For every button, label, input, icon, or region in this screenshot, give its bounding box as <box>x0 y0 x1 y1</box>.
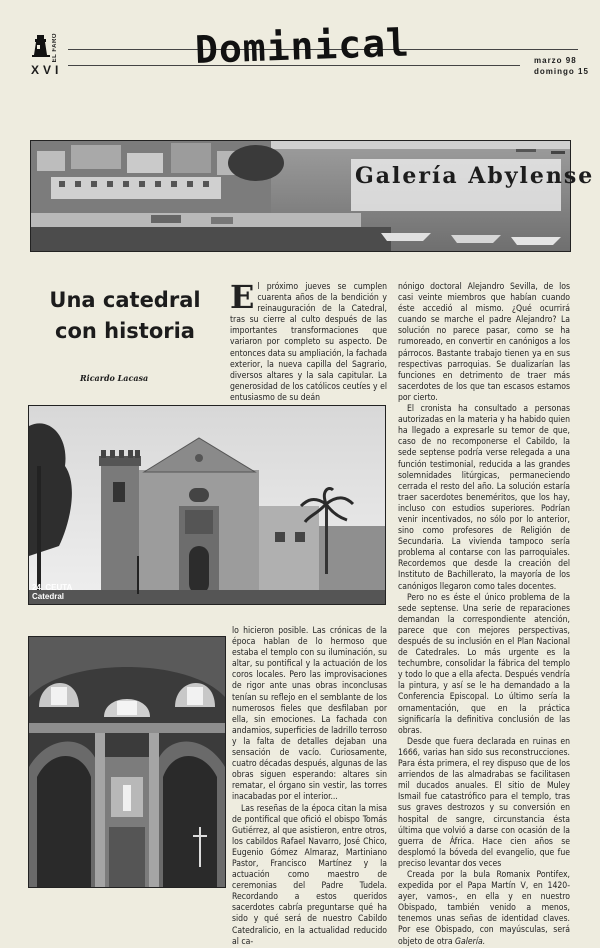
column-3-paragraph-2: Las reseñas de la época citan la misa de pontifical que ofició el obispo Tomás Gutiérrez, al que asistieron, entre otros, los cabildos Rafael Navarro, José Chico, Eugenio Gómez Almaraz, Martiniano Pastor, Francisco Martínez y la actuación como maestro de ceremonias del Padre Tudela. Recordando a estos queridos sacerdotes cabría preguntarse qué ha sido y qué será de nuestro Cabildo Catedralicio, en la actualidad reducido al ca- <box>232 803 387 947</box>
issue-weekday: domingo 15 <box>534 67 589 76</box>
lighthouse-logo-icon <box>31 33 51 57</box>
column-2-paragraph-3: Pero no es éste el único problema de la sede septense. Una serie de reparaciones demandan la correspondiente atención, parece que con mejores perspectivas, después de su inclusión en el Plan Nacional de Catedrales. Lo más urgente es la techumbre, consolidar la fábrica del templo y todo lo que a ella afecta. Después vendría la pintura, y así se le ha demandado a la Conferencia Episcopal. Lo último sería la ornamentación, que en la práctica significaría la definitiva conclusión de las obras. <box>398 592 570 736</box>
article-headline <box>30 285 220 347</box>
article-column-2 <box>398 282 570 948</box>
headline-line-2: con historia <box>55 319 195 343</box>
column-3-paragraph-1: lo hicieron posible. Las crónicas de la época hablan de lo hermoso que estaba el templo con su iluminación, su altar, su pontifical y la actuación de los coros locales. Pero las improvisaciones de rigor ante unas obras inconclusas tenían su reflejo en el semblante de los numerosos fieles que desfilaban por ella, sin emociones. La fachada con andamios, superficies de ladrillo terroso y la falta de detalles dejaban una sensación de vacío. Curiosamente, cuatro décadas después, algunas de las obras siguen esperando: altares sin rematar, el órgano sin vestir, las torres inacabadas por el interior... <box>232 626 387 803</box>
logo-text: EL FARO <box>52 33 58 63</box>
headline-line-1: Una catedral <box>49 288 201 312</box>
column-2-paragraph-2: El cronista ha consultado a personas autorizadas en la materia y ha habido quien ha llegado a expresarle su temor de que, caso de no recomponerse el Cabildo, la sede septense podría verse relegada a una función testimonial, reducida a las grandes solemnidades litúrgicas, permaneciendo cerrada el resto del año. La solución estaría traer sacerdotes beneméritos, que los hay, incluso con estudios superiores. Podrían venir incentivados, no sólo por lo anterior, sino como profesores de Religión de Secundaria. La vivienda tampoco sería problema al contarse con las parroquiales. Recordemos que desde la creación del Instituto de Bachillerato, la mayoría de los canónigos llegaron como tales docentes. <box>398 404 570 592</box>
column-1-paragraph-1: El próximo jueves se cumplen cuarenta años de la bendición y reinauguración de la Catedral, tras su cierre al culto después de las importantes transformaciones que variaron por completo su aspecto. De entonces data su ampliación, la fachada exterior, la nueva capilla del Sagrario, diversos altares y la sala capitular. La generosidad de los católicos ceutíes y el entusiasmo de su deán <box>230 278 387 403</box>
section-number: XVI <box>31 63 63 77</box>
column-2-paragraph-4: Desde que fuera declarada en ruinas en 1666, varias han sido sus reconstrucciones. Para ésta primera, el rey dispuso que de los arriendos de las almadrabas se facilitasen mil ducados anuales. El sitio de Muley Ismail fue catastrófico para el templo, tras sus graves destrozos y su conversión en hospital de sangre, circunstancia ésta última que volvió a darse con ocasión de la guerra de África. Hace cien años se desplomó la bóveda del evangelio, que fue preciso levantar dos veces <box>398 736 570 869</box>
banner-harbour-photo <box>30 140 571 252</box>
drop-cap: E <box>230 278 255 316</box>
cathedral-photo-caption: 24. CEUTA Catedral <box>32 583 73 601</box>
column-2-paragraph-5: Creada por la bula Romanix Pontifex, expedida por el Papa Martín V, en 1420- ayer, vamos-, en ella y en nuestro Obispado, también venido a menos, tenemos unas señas de identidad claves. Por ese Obispado, con mayúsculas, será objeto de otra Galería. <box>398 869 570 947</box>
column-2-paragraph-1: nónigo doctoral Alejandro Sevilla, de los casi veinte miembros que habían cuando éste accedió al mismo. ¿Qué ocurrirá cuando se marche el padre Alejandro? La solución no parece pasar, como se ha rumoreado, en convertir en canónigos a los párrocos. Bastante trabajo tienen ya en sus respectivas parroquias. Se dualizarían las funciones en detrimento de traer más sacerdotes de los que tan escasos estamos por cierto. <box>398 282 570 403</box>
article-byline: Ricardo Lacasa <box>80 373 149 383</box>
cathedral-interior-photo <box>28 636 226 888</box>
article-column-3 <box>232 626 387 948</box>
cathedral-exterior-photo <box>28 405 386 605</box>
issue-date: marzo 98 <box>534 56 577 65</box>
masthead-title: Dominical <box>194 20 411 72</box>
banner-title: Galería Abylense <box>355 163 595 189</box>
article-column-1 <box>230 278 387 404</box>
